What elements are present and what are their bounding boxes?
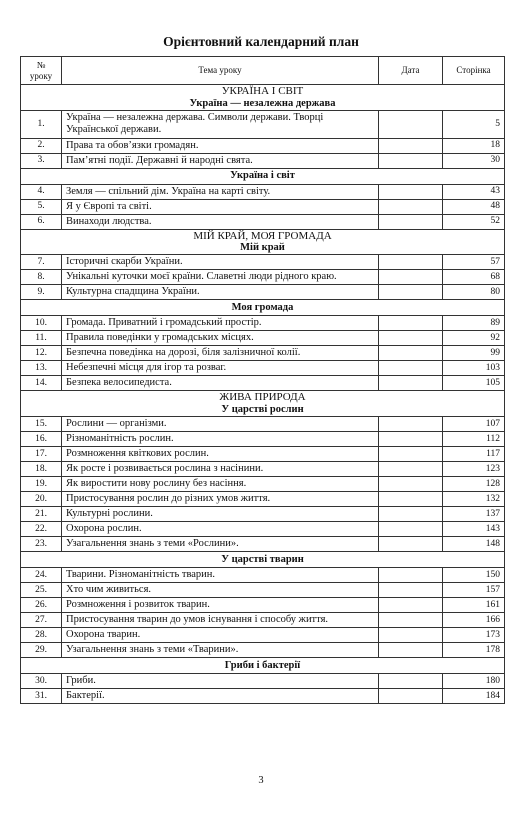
section-heading (21, 229, 505, 255)
lesson-topic: Винаходи людства. (62, 214, 379, 229)
table-row (21, 331, 505, 346)
lesson-page: 143 (443, 522, 505, 537)
lesson-topic: Безпечна поведінка на дорозі, біля залізничної колії. (62, 346, 379, 361)
lesson-topic: Небезпечні місця для ігор та розваг. (62, 361, 379, 376)
subsection-title: Україна і світ (21, 168, 505, 184)
lesson-number: 26. (21, 598, 62, 613)
table-row (21, 199, 505, 214)
table-row (21, 598, 505, 613)
lesson-number: 16. (21, 432, 62, 447)
lesson-topic: Права та обов’язки громадян. (62, 138, 379, 153)
lesson-number: 21. (21, 507, 62, 522)
lesson-date-cell[interactable] (379, 199, 443, 214)
section-header-row (21, 391, 505, 417)
table-body (21, 85, 505, 704)
section-title: ЖИВА ПРИРОДА (219, 391, 306, 404)
lesson-topic: Гриби. (62, 674, 379, 689)
subsection-header-row (21, 300, 505, 316)
lesson-number: 23. (21, 537, 62, 552)
table-row (21, 346, 505, 361)
page-number: 3 (258, 775, 264, 786)
lesson-topic: Узагальнення знань з теми «Тварини». (62, 643, 379, 658)
table-row (21, 689, 505, 704)
lesson-date-cell[interactable] (379, 214, 443, 229)
lesson-topic: Безпека велосипедиста. (62, 376, 379, 391)
subsection-header-row (21, 552, 505, 568)
table-row (21, 153, 505, 168)
lesson-page: 184 (443, 689, 505, 704)
lesson-number: 31. (21, 689, 62, 704)
header-topic: Тема уроку (62, 57, 379, 85)
lesson-date-cell[interactable] (379, 417, 443, 432)
lesson-date-cell[interactable] (379, 153, 443, 168)
lesson-number: 12. (21, 346, 62, 361)
header-date: Дата (379, 57, 443, 85)
lesson-page: 52 (443, 214, 505, 229)
section-header-row (21, 229, 505, 255)
table-row (21, 285, 505, 300)
lesson-topic: Хто чим живиться. (62, 583, 379, 598)
lesson-number: 24. (21, 568, 62, 583)
lesson-page: 173 (443, 628, 505, 643)
lesson-number: 15. (21, 417, 62, 432)
table-row (21, 255, 505, 270)
lesson-number: 4. (21, 184, 62, 199)
table-header-row (21, 57, 505, 85)
lesson-page: 117 (443, 447, 505, 462)
lesson-page: 128 (443, 477, 505, 492)
lesson-date-cell[interactable] (379, 110, 443, 138)
table-row (21, 537, 505, 552)
lesson-number: 25. (21, 583, 62, 598)
lesson-number: 14. (21, 376, 62, 391)
lesson-date-cell[interactable] (379, 432, 443, 447)
lesson-plan-table (20, 56, 505, 704)
table-row (21, 492, 505, 507)
lesson-number: 6. (21, 214, 62, 229)
lesson-topic: Пристосування рослин до різних умов життя. (62, 492, 379, 507)
table-row (21, 643, 505, 658)
lesson-date-cell[interactable] (379, 598, 443, 613)
lesson-date-cell[interactable] (379, 522, 443, 537)
lesson-topic: Охорона рослин. (62, 522, 379, 537)
lesson-page: 80 (443, 285, 505, 300)
lesson-number: 18. (21, 462, 62, 477)
lesson-number: 8. (21, 270, 62, 285)
subsection-title: Гриби і бактерії (21, 658, 505, 674)
lesson-number: 10. (21, 316, 62, 331)
table-row (21, 316, 505, 331)
lesson-date-cell[interactable] (379, 255, 443, 270)
table-row (21, 568, 505, 583)
subsection-title: У царстві рослин (221, 404, 304, 416)
lesson-date-cell[interactable] (379, 674, 443, 689)
lesson-number: 20. (21, 492, 62, 507)
lesson-number: 5. (21, 199, 62, 214)
lesson-page: 157 (443, 583, 505, 598)
lesson-topic: Різноманітність рослин. (62, 432, 379, 447)
lesson-date-cell[interactable] (379, 376, 443, 391)
lesson-topic: Бактерії. (62, 689, 379, 704)
lesson-page: 123 (443, 462, 505, 477)
table-row (21, 507, 505, 522)
lesson-page: 105 (443, 376, 505, 391)
lesson-date-cell[interactable] (379, 628, 443, 643)
lesson-page: 48 (443, 199, 505, 214)
lesson-number: 2. (21, 138, 62, 153)
section-header-row (21, 85, 505, 111)
lesson-page: 148 (443, 537, 505, 552)
table-row (21, 628, 505, 643)
lesson-topic: Як виростити нову рослину без насіння. (62, 477, 379, 492)
lesson-date-cell[interactable] (379, 447, 443, 462)
table-row (21, 462, 505, 477)
lesson-topic: Як росте і розвивається рослина з насінини. (62, 462, 379, 477)
table-row (21, 477, 505, 492)
lesson-number: 7. (21, 255, 62, 270)
lesson-number: 1. (21, 110, 62, 138)
lesson-topic: Пам’ятні події. Державні й народні свята. (62, 153, 379, 168)
subsection-header-row (21, 168, 505, 184)
table-row (21, 270, 505, 285)
lesson-topic: Історичні скарби України. (62, 255, 379, 270)
lesson-date-cell[interactable] (379, 537, 443, 552)
lesson-page: 150 (443, 568, 505, 583)
lesson-page: 112 (443, 432, 505, 447)
lesson-page: 180 (443, 674, 505, 689)
table-row (21, 138, 505, 153)
lesson-number: 27. (21, 613, 62, 628)
lesson-page: 30 (443, 153, 505, 168)
lesson-page: 178 (443, 643, 505, 658)
lesson-date-cell[interactable] (379, 462, 443, 477)
lesson-page: 43 (443, 184, 505, 199)
lesson-date-cell[interactable] (379, 583, 443, 598)
table-row (21, 613, 505, 628)
lesson-topic: Пристосування тварин до умов існування і способу життя. (62, 613, 379, 628)
lesson-page: 92 (443, 331, 505, 346)
lesson-number: 3. (21, 153, 62, 168)
lesson-number: 17. (21, 447, 62, 462)
lesson-date-cell[interactable] (379, 285, 443, 300)
table-row (21, 110, 505, 138)
lesson-topic: Правила поведінки у громадських місцях. (62, 331, 379, 346)
lesson-topic: Розмноження і розвиток тварин. (62, 598, 379, 613)
lesson-page: 132 (443, 492, 505, 507)
subsection-title: Моя громада (21, 300, 505, 316)
table-row (21, 417, 505, 432)
lesson-page: 57 (443, 255, 505, 270)
lesson-topic: Культурні рослини. (62, 507, 379, 522)
lesson-date-cell[interactable] (379, 331, 443, 346)
table-row (21, 674, 505, 689)
lesson-date-cell[interactable] (379, 689, 443, 704)
lesson-page: 99 (443, 346, 505, 361)
subsection-title: Мій край (240, 242, 285, 254)
lesson-date-cell[interactable] (379, 184, 443, 199)
lesson-date-cell[interactable] (379, 568, 443, 583)
table-row (21, 447, 505, 462)
lesson-topic: Україна — незалежна держава. Символи держави. Творці Української держави. (62, 110, 379, 138)
lesson-number: 9. (21, 285, 62, 300)
table-row (21, 583, 505, 598)
header-lesson-number: № уроку (21, 57, 62, 85)
lesson-page: 18 (443, 138, 505, 153)
section-heading (21, 85, 505, 111)
lesson-page: 68 (443, 270, 505, 285)
lesson-date-cell[interactable] (379, 613, 443, 628)
lesson-topic: Унікальні куточки моєї країни. Славетні люди рідного краю. (62, 270, 379, 285)
lesson-topic: Тварини. Різноманітність тварин. (62, 568, 379, 583)
lesson-topic: Земля — спільний дім. Україна на карті світу. (62, 184, 379, 199)
section-heading (21, 391, 505, 417)
lesson-number: 22. (21, 522, 62, 537)
lesson-date-cell[interactable] (379, 361, 443, 376)
lesson-date-cell[interactable] (379, 316, 443, 331)
lesson-topic: Рослини — організми. (62, 417, 379, 432)
lesson-date-cell[interactable] (379, 477, 443, 492)
section-title: УКРАЇНА І СВІТ (221, 85, 304, 97)
lesson-date-cell[interactable] (379, 270, 443, 285)
lesson-number: 11. (21, 331, 62, 346)
lesson-number: 13. (21, 361, 62, 376)
lesson-topic: Узагальнення знань з теми «Рослини». (62, 537, 379, 552)
subsection-header-row (21, 658, 505, 674)
table-row (21, 376, 505, 391)
lesson-topic: Розмноження квіткових рослин. (62, 447, 379, 462)
lesson-date-cell[interactable] (379, 138, 443, 153)
lesson-date-cell[interactable] (379, 643, 443, 658)
table-row (21, 214, 505, 229)
lesson-topic: Охорона тварин. (62, 628, 379, 643)
lesson-number: 28. (21, 628, 62, 643)
lesson-date-cell[interactable] (379, 492, 443, 507)
lesson-topic: Культурна спадщина України. (62, 285, 379, 300)
lesson-topic: Громада. Приватний і громадський простір. (62, 316, 379, 331)
table-row (21, 184, 505, 199)
lesson-number: 19. (21, 477, 62, 492)
page-title: Орієнтовний календарний план (163, 34, 359, 49)
subsection-title: Україна — незалежна держава (189, 97, 336, 109)
lesson-page: 137 (443, 507, 505, 522)
lesson-page: 89 (443, 316, 505, 331)
lesson-date-cell[interactable] (379, 346, 443, 361)
lesson-date-cell[interactable] (379, 507, 443, 522)
table-row (21, 432, 505, 447)
section-title: МІЙ КРАЙ, МОЯ ГРОМАДА (193, 229, 332, 242)
table-row (21, 361, 505, 376)
lesson-page: 5 (443, 110, 505, 138)
lesson-topic: Я у Європі та світі. (62, 199, 379, 214)
lesson-page: 161 (443, 598, 505, 613)
table-row (21, 522, 505, 537)
lesson-number: 30. (21, 674, 62, 689)
lesson-number: 29. (21, 643, 62, 658)
lesson-page: 107 (443, 417, 505, 432)
lesson-page: 103 (443, 361, 505, 376)
lesson-page: 166 (443, 613, 505, 628)
header-page: Сторінка (443, 57, 505, 85)
subsection-title: У царстві тварин (21, 552, 505, 568)
